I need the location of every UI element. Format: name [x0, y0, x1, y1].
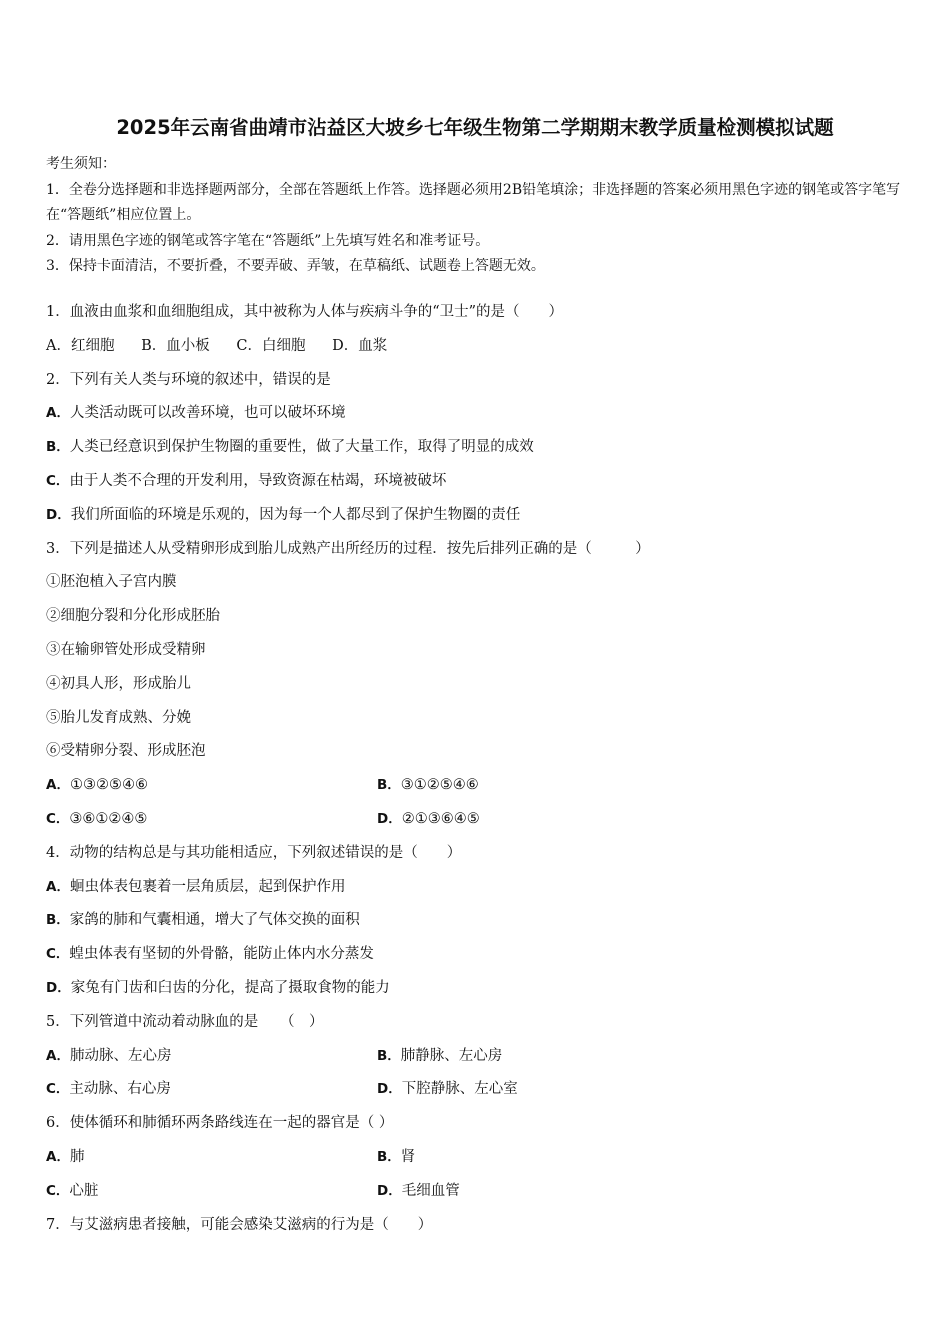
option-letter: C．	[46, 810, 70, 827]
option-letter: A．	[46, 1047, 70, 1064]
option-text: 由于人类不合理的开发利用，导致资源在枯竭，环境被破坏	[69, 472, 447, 489]
exam-title: 2025年云南省曲靖市沾益区大坡乡七年级生物第二学期期末教学质量检测模拟试题	[116, 116, 834, 139]
option-letter: A．	[46, 405, 70, 422]
question-6-options-row	[46, 1175, 906, 1209]
question-5-stem: 5．下列管道中流动着动脉血的是 （ ）	[46, 1013, 324, 1030]
question-3-options-row	[46, 769, 906, 803]
option-letter: D．	[46, 506, 71, 523]
question-6-option-d	[377, 1175, 708, 1209]
question-2-option-b	[46, 431, 906, 465]
question-5-options-row	[46, 1073, 906, 1107]
option-letter: D．	[377, 1081, 402, 1098]
option-text: ③①②⑤④⑥	[400, 777, 479, 794]
question-4-option-a	[46, 871, 906, 905]
option-text: 家兔有门齿和臼齿的分化，提高了摄取食物的能力	[70, 979, 390, 996]
option-letter: A．	[46, 777, 70, 794]
option-letter: C．	[46, 946, 70, 963]
notice-item: 3．保持卡面清洁，不要折叠，不要弄破、弄皱，在草稿纸、试题卷上答题无效。	[46, 258, 545, 274]
option-letter: A．	[46, 878, 70, 895]
option-text: 肾	[400, 1148, 416, 1165]
option-text: 下腔静脉、左心室	[401, 1081, 518, 1098]
question-1-option-a: A．红细胞	[46, 337, 115, 354]
question-5-option-a	[46, 1040, 377, 1074]
exam-notice	[46, 152, 906, 280]
option-text: 肺静脉、左心房	[400, 1047, 503, 1064]
option-letter: C．	[46, 472, 70, 489]
question-3-stem: 3．下列是描述人从受精卵形成到胎儿成熟产出所经历的过程．按先后排列正确的是（ ）	[46, 540, 650, 557]
option-letter: B．	[377, 1047, 401, 1064]
question-3-options-row	[46, 803, 906, 837]
option-letter: A．	[46, 1148, 70, 1165]
question-4-option-c	[46, 938, 906, 972]
notice-item: 2．请用黑色字迹的钢笔或答字笔在“答题纸”上先填写姓名和准考证号。	[46, 232, 490, 249]
question-3-step: ②细胞分裂和分化形成胚胎	[46, 608, 220, 625]
question-1-option-d: D．血浆	[332, 337, 388, 354]
question-2-option-c	[46, 465, 906, 499]
notice-item: 1．全卷分选择题和非选择题两部分，全部在答题纸上作答。选择题必须用2B铅笔填涂；非选择题的答案必须用黑色字迹的钢笔或答字笔写在“答题纸”相应位置上。	[46, 181, 901, 223]
question-5-option-d	[377, 1073, 708, 1107]
option-letter: C．	[46, 1081, 70, 1098]
option-letter: B．	[46, 439, 70, 456]
option-text: 肺	[69, 1148, 85, 1165]
option-letter: B．	[377, 777, 401, 794]
option-text: ②①③⑥④⑤	[401, 810, 480, 827]
question-3-step: ⑥受精卵分裂、形成胚泡	[46, 743, 206, 760]
question-1-options	[46, 330, 906, 364]
option-text: 蝗虫体表有坚韧的外骨骼，能防止体内水分蒸发	[69, 946, 374, 963]
question-1-option-c: C．白细胞	[236, 337, 306, 354]
question-5-option-c	[46, 1073, 377, 1107]
question-2-option-a	[46, 397, 906, 431]
option-text: 蛔虫体表包裹着一层角质层，起到保护作用	[69, 878, 346, 895]
question-3-option-c	[46, 803, 377, 837]
option-letter: B．	[377, 1148, 401, 1165]
option-text: 家鸽的肺和气囊相通，增大了气体交换的面积	[69, 912, 360, 929]
option-text: 主动脉、右心房	[69, 1081, 171, 1098]
question-2-stem: 2．下列有关人类与环境的叙述中，错误的是	[46, 371, 331, 388]
option-letter: D．	[46, 979, 71, 996]
option-text: 我们所面临的环境是乐观的，因为每一个人都尽到了保护生物圈的责任	[70, 506, 521, 523]
question-4-option-d	[46, 972, 906, 1006]
question-4-stem: 4．动物的结构总是与其功能相适应，下列叙述错误的是（ ）	[46, 844, 462, 861]
question-6-option-a	[46, 1141, 377, 1175]
question-6-option-b	[377, 1141, 708, 1175]
question-3-step: ③在输卵管处形成受精卵	[46, 641, 206, 658]
option-text: 心脏	[69, 1182, 99, 1199]
question-6-options-row	[46, 1141, 906, 1175]
question-1-stem: 1．血液由血浆和血细胞组成，其中被称为人体与疾病斗争的“卫士”的是（ ）	[46, 304, 564, 320]
option-letter: C．	[46, 1182, 70, 1199]
option-letter: D．	[377, 1182, 402, 1199]
question-2-option-d	[46, 499, 906, 533]
question-5-options-row	[46, 1040, 906, 1074]
question-1-option-b: B．血小板	[141, 337, 210, 354]
option-text: ①③②⑤④⑥	[69, 777, 148, 794]
question-3-option-a	[46, 769, 377, 803]
question-3-step: ④初具人形，形成胎儿	[46, 675, 191, 692]
option-text: 肺动脉、左心房	[69, 1047, 172, 1064]
question-list	[46, 296, 906, 1242]
question-3-step: ⑤胎儿发育成熟、分娩	[46, 709, 191, 726]
question-3-option-b	[377, 769, 708, 803]
question-5-option-b	[377, 1040, 708, 1074]
notice-heading: 考生须知：	[46, 156, 116, 172]
question-3-option-d	[377, 803, 708, 837]
question-6-stem: 6．使体循环和肺循环两条路线连在一起的器官是（ ）	[46, 1115, 394, 1132]
question-7-stem: 7．与艾滋病患者接触，可能会感染艾滋病的行为是（ ）	[46, 1216, 433, 1233]
option-letter: B．	[46, 912, 70, 929]
option-text: 人类活动既可以改善环境，也可以破坏环境	[69, 405, 346, 422]
option-text: ③⑥①②④⑤	[69, 810, 148, 827]
option-text: 毛细血管	[401, 1182, 460, 1199]
question-3-step: ①胚泡植入子宫内膜	[46, 574, 177, 591]
question-6-option-c	[46, 1175, 377, 1209]
question-4-option-b	[46, 904, 906, 938]
option-text: 人类已经意识到保护生物圈的重要性，做了大量工作，取得了明显的成效	[69, 439, 534, 456]
option-letter: D．	[377, 810, 402, 827]
